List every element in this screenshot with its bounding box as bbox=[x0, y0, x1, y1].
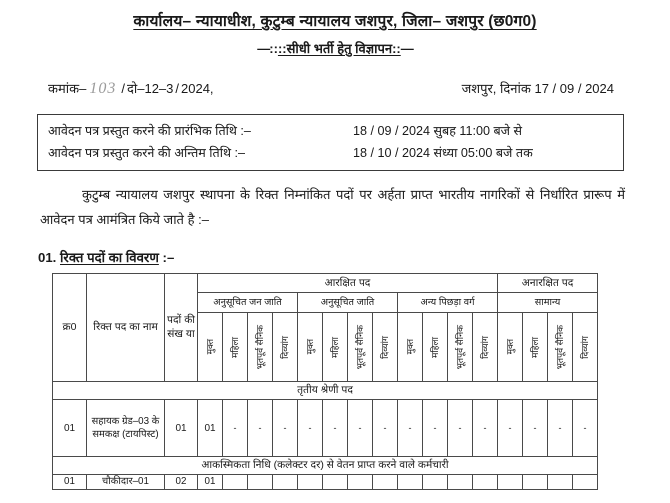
date-row-end bbox=[38, 142, 623, 164]
header-category-general: सामान्य bbox=[498, 293, 598, 313]
intro-paragraph bbox=[40, 182, 625, 233]
paragraph-text: कुटुम्ब न्यायालय जशपुर स्थापना के रिक्त निम्नांकित पदों पर अर्हता प्राप्त भारतीय नागरिकों से निर्धारित प्रारूप में आवेदन पत्र आमंत्रित किये जाते है :– bbox=[40, 187, 625, 228]
header-general-exserviceman: भूतपूर्व सैनिक bbox=[548, 313, 573, 382]
cell-partial-8 bbox=[373, 475, 398, 490]
cell-partial-16 bbox=[573, 475, 598, 490]
header-obc-disabled: दिव्यांग bbox=[473, 313, 498, 382]
cell-sc-exserviceman: - bbox=[348, 400, 373, 457]
band-row-third-class bbox=[53, 382, 598, 400]
band-label-contingency: आकस्मिकता निधि (कलेक्टर दर) से वेतन प्राप्त करने वाले कर्मचारी bbox=[53, 457, 598, 475]
table-head-row-groups bbox=[53, 274, 598, 293]
header-category-sc: अनुसूचित जाति bbox=[298, 293, 398, 313]
cell-partial-11 bbox=[448, 475, 473, 490]
document-header bbox=[0, 0, 670, 57]
cell-partial-7 bbox=[348, 475, 373, 490]
memo-number-group bbox=[48, 79, 214, 98]
cell-st-female: - bbox=[223, 400, 248, 457]
cell-obc-female: - bbox=[423, 400, 448, 457]
header-post-count: पदों की संख या bbox=[165, 274, 198, 382]
important-dates-box bbox=[37, 114, 624, 171]
cell-partial-14 bbox=[523, 475, 548, 490]
cell-sc-female: - bbox=[323, 400, 348, 457]
header-st-exserviceman: भूतपूर्व सैनिक bbox=[248, 313, 273, 382]
header-sc-female: महिला bbox=[323, 313, 348, 382]
memo-line bbox=[0, 79, 670, 98]
cell-obc-open: - bbox=[398, 400, 423, 457]
header-st-open: मुक्त bbox=[198, 313, 223, 382]
header-st-female: महिला bbox=[223, 313, 248, 382]
cell-general-female: - bbox=[523, 400, 548, 457]
memo-year: 2024, bbox=[181, 81, 214, 96]
table-row-partial bbox=[53, 475, 598, 490]
vacancy-table-head bbox=[53, 274, 598, 382]
document-subtitle: ::सीधी भर्ती हेतु विज्ञापन:: bbox=[277, 41, 401, 56]
cell-partial-15 bbox=[548, 475, 573, 490]
header-sc-open: मुक्त bbox=[298, 313, 323, 382]
header-group-unreserved: अनारक्षित पद bbox=[498, 274, 598, 293]
cell-sc-open: - bbox=[298, 400, 323, 457]
memo-place-date: जशपुर, दिनांक 17 / 09 / 2024 bbox=[461, 81, 614, 96]
colons-left: :: bbox=[269, 41, 278, 56]
cell-st-open: 01 bbox=[198, 400, 223, 457]
cell-partial-6 bbox=[323, 475, 348, 490]
dash-left: — bbox=[257, 41, 270, 56]
cell-obc-disabled: - bbox=[473, 400, 498, 457]
header-category-st: अनुसूचित जन जाति bbox=[198, 293, 298, 313]
band-row-contingency bbox=[53, 457, 598, 475]
cell-partial-10 bbox=[423, 475, 448, 490]
document-subtitle-row bbox=[0, 39, 670, 57]
memo-number-handwritten: 103 bbox=[89, 80, 117, 97]
table-row bbox=[53, 400, 598, 457]
header-general-female: महिला bbox=[523, 313, 548, 382]
cell-st-exserviceman: - bbox=[248, 400, 273, 457]
header-group-reserved: आरक्षित पद bbox=[198, 274, 498, 293]
date-row-start bbox=[38, 120, 623, 142]
page-title: कार्यालय– न्यायाधीश, कुटुम्ब न्यायालय जशपुर, जिला– जशपुर (छ0ग0) bbox=[133, 13, 537, 30]
row-post-name-partial: चौकीदार–01 bbox=[87, 475, 165, 490]
header-obc-exserviceman: भूतपूर्व सैनिक bbox=[448, 313, 473, 382]
section-number: 01. bbox=[38, 250, 57, 265]
section-heading bbox=[38, 248, 174, 266]
date-label-end: आवेदन पत्र प्रस्तुत करने की अन्तिम तिथि :– bbox=[48, 146, 246, 161]
header-obc-open: मुक्त bbox=[398, 313, 423, 382]
cell-partial-st-open: 01 bbox=[198, 475, 223, 490]
cell-general-disabled: - bbox=[573, 400, 598, 457]
cell-general-exserviceman: - bbox=[548, 400, 573, 457]
date-label-start: आवेदन पत्र प्रस्तुत करने की प्रारंभिक तिथि :– bbox=[48, 124, 251, 138]
cell-sc-disabled: - bbox=[373, 400, 398, 457]
row-post-name: सहायक ग्रेड–03 के समकक्ष (टायपिस्ट) bbox=[87, 400, 165, 457]
vacancy-table-wrapper bbox=[52, 273, 597, 490]
cell-obc-exserviceman: - bbox=[448, 400, 473, 457]
section-title: रिक्त पदों का विवरण bbox=[60, 250, 159, 265]
header-sc-disabled: दिव्यांग bbox=[373, 313, 398, 382]
vacancy-table-body bbox=[53, 382, 598, 490]
header-general-disabled: दिव्यांग bbox=[573, 313, 598, 382]
dash-right: — bbox=[400, 41, 413, 56]
cell-partial-4 bbox=[273, 475, 298, 490]
date-value-start: 18 / 09 / 2024 सुबह 11:00 बजे से bbox=[353, 124, 523, 138]
cell-partial-13 bbox=[498, 475, 523, 490]
row-sr: 01 bbox=[53, 400, 87, 457]
section-suffix: :– bbox=[162, 250, 175, 265]
memo-label: कमांक– bbox=[48, 81, 87, 96]
header-sc-exserviceman: भूतपूर्व सैनिक bbox=[348, 313, 373, 382]
header-st-disabled: दिव्यांग bbox=[273, 313, 298, 382]
vacancy-table bbox=[52, 273, 598, 490]
memo-slash-1: / bbox=[121, 81, 125, 96]
header-obc-female: महिला bbox=[423, 313, 448, 382]
row-post-count: 01 bbox=[165, 400, 198, 457]
date-value-end: 18 / 10 / 2024 संध्या 05:00 बजे तक bbox=[353, 146, 533, 161]
row-sr-partial: 01 bbox=[53, 475, 87, 490]
header-post-name: रिक्त पद का नाम bbox=[87, 274, 165, 382]
row-post-count-partial: 02 bbox=[165, 475, 198, 490]
cell-general-open: - bbox=[498, 400, 523, 457]
cell-partial-9 bbox=[398, 475, 423, 490]
header-general-open: मुक्त bbox=[498, 313, 523, 382]
header-sr: क्र0 bbox=[53, 274, 87, 382]
band-label-third-class: तृतीय श्रेणी पद bbox=[53, 382, 598, 400]
cell-partial-5 bbox=[298, 475, 323, 490]
cell-st-disabled: - bbox=[273, 400, 298, 457]
memo-middle: दो–12–3 bbox=[126, 81, 174, 96]
cell-partial-2 bbox=[223, 475, 248, 490]
cell-partial-3 bbox=[248, 475, 273, 490]
cell-partial-12 bbox=[473, 475, 498, 490]
header-category-obc: अन्य पिछड़ा वर्ग bbox=[398, 293, 498, 313]
memo-slash-2: / bbox=[175, 81, 180, 96]
